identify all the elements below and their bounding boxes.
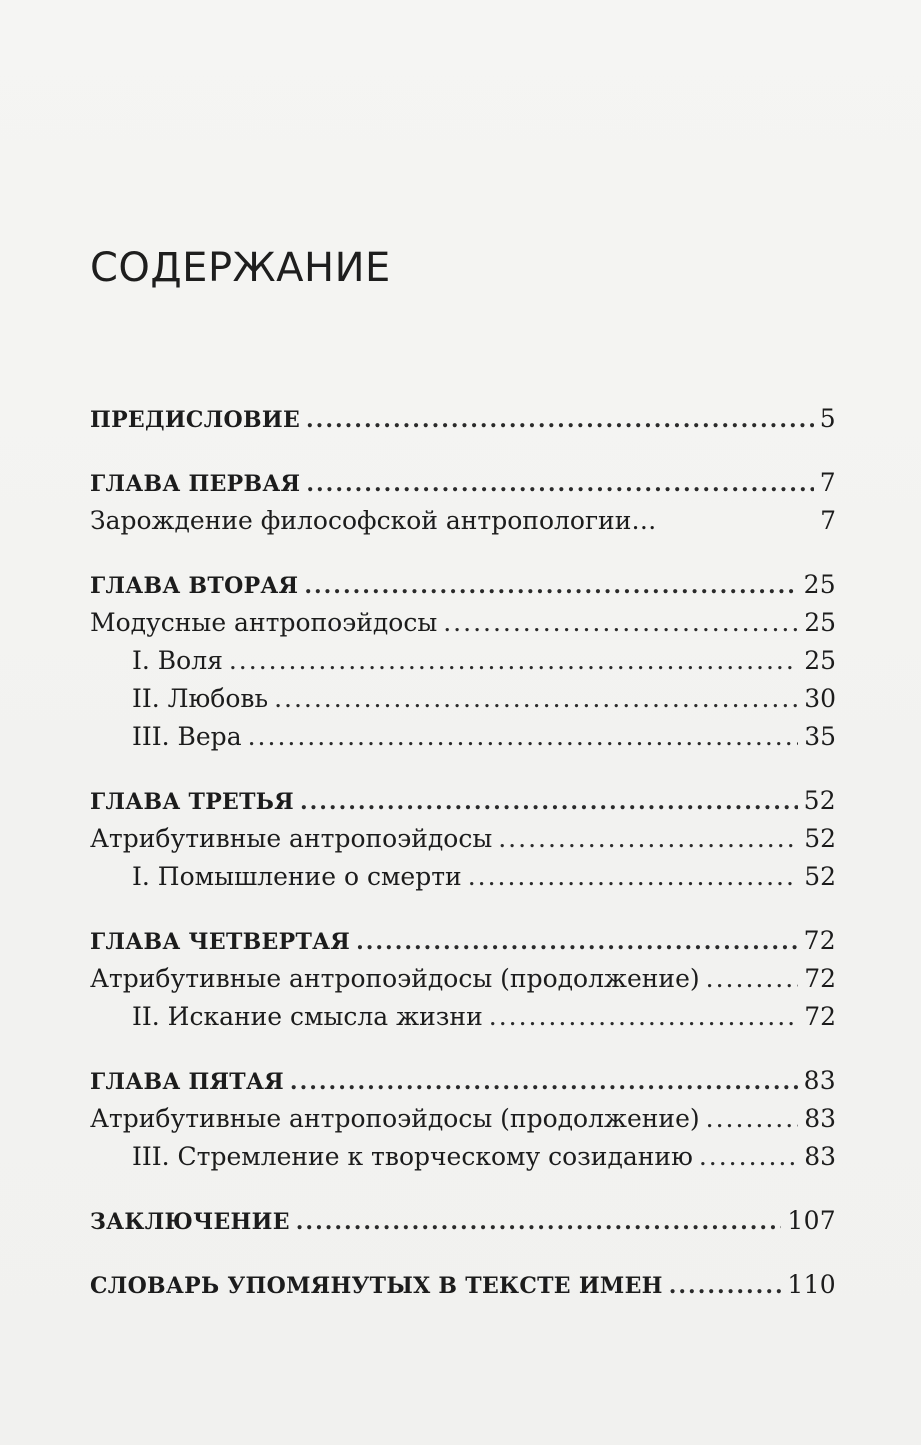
toc-entry-label: Атрибутивные антропоэйдосы (продолжение) (90, 964, 700, 993)
dot-leader (669, 1267, 782, 1305)
toc-entry (90, 1202, 836, 1240)
dot-leader (489, 998, 798, 1036)
toc-entry (90, 998, 836, 1036)
toc-entry-page: 107 (787, 1206, 836, 1235)
toc-entry (90, 1100, 836, 1138)
toc-entry (90, 858, 836, 896)
toc-entry-page: 25 (803, 570, 836, 599)
toc-entry-page: 72 (804, 964, 836, 993)
toc-entry-page: 52 (803, 786, 836, 815)
toc-entry-label: Атрибутивные антропоэйдосы (90, 824, 493, 853)
toc-entry-label: ГЛАВА ЧЕТВЕРТАЯ (90, 929, 351, 955)
toc-entry (90, 566, 836, 604)
toc-entry-label: II. Любовь (132, 684, 269, 713)
toc-entry-page: 83 (803, 1066, 836, 1095)
toc-entry-label: III. Стремление к творческому созиданию (132, 1142, 693, 1171)
toc-entry (90, 718, 836, 756)
toc-entry-label: ГЛАВА ТРЕТЬЯ (90, 789, 294, 815)
toc-entry-label: СЛОВАРЬ УПОМЯНУТЫХ В ТЕКСТЕ ИМЕН (90, 1273, 663, 1299)
dot-leader (699, 1138, 798, 1176)
toc-entry-page: 7 (819, 468, 836, 497)
dot-leader (356, 923, 798, 961)
dot-leader (706, 1100, 799, 1138)
toc-entry-page: 7 (820, 506, 836, 535)
page-title: СОДЕРЖАНИЕ (90, 245, 391, 291)
toc-entry (90, 922, 836, 960)
table-of-contents (90, 400, 836, 1330)
toc-section-chapter-5 (90, 1062, 836, 1176)
dot-leader (300, 783, 798, 821)
dot-leader (274, 680, 798, 718)
dot-leader (306, 401, 814, 439)
toc-section-preface (90, 400, 836, 438)
toc-entry-label: I. Помышление о смерти (132, 862, 462, 891)
toc-entry-label: Атрибутивные антропоэйдосы (продолжение) (90, 1104, 700, 1133)
toc-entry (90, 502, 836, 540)
toc-entry (90, 642, 836, 680)
toc-entry-label: III. Вера (132, 722, 242, 751)
dot-leader (296, 1203, 782, 1241)
toc-entry-page: 72 (804, 1002, 836, 1031)
dot-leader (306, 465, 813, 503)
dot-leader (706, 960, 799, 998)
dot-leader (290, 1063, 798, 1101)
toc-entry-label: Модусные антропоэйдосы (90, 608, 438, 637)
toc-entry (90, 960, 836, 998)
toc-section-name-index (90, 1266, 836, 1304)
toc-entry-page: 30 (804, 684, 836, 713)
toc-entry-label: ГЛАВА ВТОРАЯ (90, 573, 299, 599)
toc-entry (90, 400, 836, 438)
dot-leader (304, 567, 797, 605)
toc-section-chapter-4 (90, 922, 836, 1036)
toc-entry-page: 52 (804, 824, 836, 853)
toc-entry (90, 820, 836, 858)
toc-entry-page: 110 (787, 1270, 836, 1299)
toc-section-chapter-1 (90, 464, 836, 540)
toc-entry (90, 1062, 836, 1100)
toc-section-conclusion (90, 1202, 836, 1240)
toc-entry-page: 83 (804, 1142, 836, 1171)
toc-entry (90, 1138, 836, 1176)
toc-entry (90, 680, 836, 718)
toc-entry-page: 25 (804, 608, 836, 637)
dot-leader (248, 718, 799, 756)
toc-entry-label: II. Искание смысла жизни (132, 1002, 483, 1031)
toc-entry-page: 25 (804, 646, 836, 675)
toc-entry-label: ПРЕДИСЛОВИЕ (90, 407, 301, 433)
toc-section-chapter-3 (90, 782, 836, 896)
toc-entry-page: 52 (804, 862, 836, 891)
toc-entry-label: ГЛАВА ПЯТАЯ (90, 1069, 284, 1095)
toc-entry (90, 464, 836, 502)
dot-leader (443, 604, 798, 642)
toc-entry (90, 604, 836, 642)
toc-entry-page: 35 (804, 722, 836, 751)
toc-entry-page: 72 (803, 926, 836, 955)
dot-leader (468, 858, 799, 896)
toc-entry-label: ГЛАВА ПЕРВАЯ (90, 471, 301, 497)
toc-entry (90, 782, 836, 820)
toc-entry-label: I. Воля (132, 646, 223, 675)
toc-entry (90, 1266, 836, 1304)
toc-entry-page: 5 (819, 404, 836, 433)
toc-entry-page: 83 (804, 1104, 836, 1133)
dot-leader (498, 820, 798, 858)
dot-leader (229, 642, 798, 680)
toc-entry-label: Зарождение философской антропологии… (90, 506, 657, 535)
toc-entry-label: ЗАКЛЮЧЕНИЕ (90, 1209, 290, 1235)
toc-section-chapter-2 (90, 566, 836, 756)
